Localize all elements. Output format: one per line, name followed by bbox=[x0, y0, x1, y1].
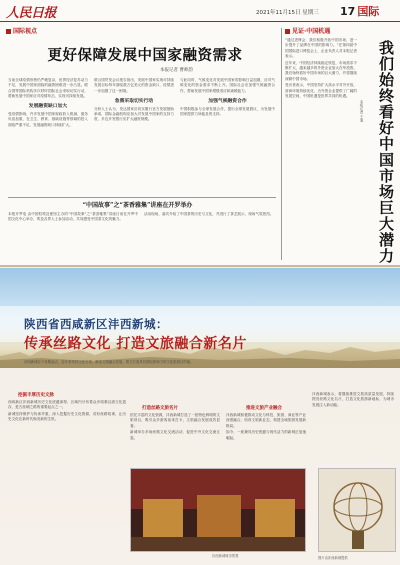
lead-headline: 更好保障发展中国家融资需求 bbox=[47, 47, 243, 64]
newspaper-logo: 人民日报 bbox=[6, 6, 57, 21]
armillary-sphere-graphic bbox=[319, 469, 396, 552]
news-brief-paragraph: 本报开罗电 由中国驻埃及使馆主办的“中国故事”之“茶香雅集”讲座日前在开罗中国文化中心举办，埃及各界人士参加活动，共同感受中国茶文化的魅力。 bbox=[8, 212, 138, 222]
section-marker-right: 见证·中国机遇 bbox=[285, 26, 330, 35]
feature-photo bbox=[130, 468, 306, 552]
page-indicator bbox=[340, 3, 379, 19]
feature-column-2 bbox=[130, 413, 220, 463]
lead-subhead: 发展融资缺口加大 bbox=[28, 104, 68, 110]
theater-photo-graphic bbox=[131, 469, 306, 552]
feature-title-line2: 传承丝路文化 打造文旅融合新名片 bbox=[24, 336, 247, 352]
dateline: 2021年11月15日 星期三 bbox=[256, 10, 319, 16]
lead-column-2 bbox=[94, 78, 174, 198]
right-paragraph: 近年来，中国经济持续稳定恢复，市场需求不断扩大，越来越多的外资企业加大在华投资。我们始终看好中国市场的巨大潜力，并将继续深耕中国市场。 bbox=[285, 60, 357, 81]
feature-paragraph: 新城坚持保护与传承并重，深入挖掘历史文化资源，讲好丝路故事，让历史文化在新时代焕发新的生机。 bbox=[8, 412, 126, 422]
feature-column-4 bbox=[312, 392, 394, 472]
feature-lede: 沣西新城位于丝路起点，近年来坚持文化引领，推动文旅融合发展，着力打造具有国际影响力的文化旅游目的地。 bbox=[24, 360, 194, 364]
right-paragraph: 受访者表示，中国坚持扩大高水平对外开放，营商环境持续优化，为外资企业提供了广阔的发展空间，中国机遇是世界共同的机遇。 bbox=[285, 83, 357, 98]
feature-column-3 bbox=[226, 413, 306, 463]
news-brief-column-1 bbox=[8, 212, 138, 262]
lead-column-3 bbox=[180, 78, 275, 198]
lead-subhead: 加强气候融资合作 bbox=[208, 98, 247, 104]
page-number: 17 bbox=[340, 5, 356, 18]
right-article-body bbox=[285, 38, 357, 260]
feature-subhead: 挖掘丰厚历史文脉 bbox=[18, 393, 54, 398]
column-divider bbox=[281, 28, 282, 260]
lead-paragraph: 受疫情影响，许多发展中国家财政收入锐减、债务负担加重，在卫生、教育、基础设施等领域的投入面临严重不足，发展融资缺口持续扩大。 bbox=[8, 112, 88, 127]
feature-paragraph: 沣西新城积极推动文化与科技、旅游、商业等产业深度融合，培育文旅新业态，构建全域旅游发展新格局。 bbox=[226, 413, 306, 428]
news-brief-paragraph: 活动现场，嘉宾介绍了中国茶的历史与文化，并进行了茶艺展示，现场气氛热烈。 bbox=[144, 212, 274, 216]
feature-photo-armillary bbox=[318, 468, 396, 552]
divider bbox=[8, 197, 276, 198]
right-paragraph: “通过进博会，我们积极开拓中国市场，进一步提升了品牌在中国的影响力。”在第四届中国国际进口博览会上，企业负责人对本报记者表示。 bbox=[285, 38, 357, 58]
news-brief-title: “中国故事”之“茶香雅集”讲座在开罗举办 bbox=[82, 202, 193, 209]
masthead bbox=[0, 0, 400, 22]
feature-title-line1: 陕西省西咸新区沣西新城： bbox=[24, 317, 168, 331]
section-marker-left: 国际视点 bbox=[6, 26, 37, 35]
photo-credit: 图片由沣西新城提供 bbox=[318, 556, 348, 560]
feature-paragraph: 依托丰富的文化资源，沣西新城打造了一批特色鲜明的文旅项目，吸引众多游客前来打卡，文旅融合发展成效显著。 bbox=[130, 413, 220, 428]
feature-paragraph: 沣西新城表示，将继续推进文旅高质量发展，持续擦亮丝路文化名片，打造文化旅游新地标，为城市发展注入新动能。 bbox=[312, 392, 394, 407]
lead-paragraph: 与此同时，气候变化对发展中国家的影响日益加剧，应对气候变化的资金需求不断上升。国际社会应加强气候融资合作，帮助发展中国家增强适应和减缓能力。 bbox=[180, 78, 275, 93]
feature-paragraph: 西咸新区沣西新城历史文化底蕴深厚，区域内分布着众多周秦汉唐文化遗存，是古丝绸之路的重要起点之一。 bbox=[8, 400, 126, 410]
right-author: 本报记者 王迪 bbox=[360, 100, 364, 123]
feature-paragraph: 新城举办多场丝路文化交流活动，促进中外文化交流互鉴。 bbox=[130, 430, 220, 440]
lead-byline: 本报记者 曹师韵 bbox=[160, 68, 193, 73]
feature-paragraph: 如今，一座兼具历史底蕴与现代活力的新城正加速崛起。 bbox=[226, 430, 306, 440]
right-vertical-headline: 我们始终看好中国市场巨大潜力 bbox=[377, 40, 395, 264]
section-name: 国际 bbox=[357, 5, 380, 18]
news-brief-column-2 bbox=[144, 212, 276, 262]
lead-subhead: 急需采取切实行动 bbox=[114, 98, 154, 104]
feature-subhead: 推进文旅产业融合 bbox=[246, 406, 282, 411]
photo-caption: 沣西新城城市景观 bbox=[212, 554, 239, 558]
lead-paragraph: 分析人士认为，发达国家应切实履行官方发展援助承诺，国际金融机构应加大对发展中国家的支持力度，多边开发银行应扩大融资规模。 bbox=[94, 106, 174, 122]
feature-subhead: 打造丝路文旅名片 bbox=[142, 406, 178, 411]
lead-paragraph: 中国积极参与全球发展合作，提出全球发展倡议，为发展中国家提供力所能及的支持。 bbox=[180, 106, 275, 117]
feature-column-1 bbox=[8, 400, 126, 560]
lead-paragraph: 当前全球疫情形势仍严峻复杂，世界经济复苏动力不足，发展中国家面临的融资困难进一步凸显。联合国等国际机构多次呼吁国际社会采取切实行动，帮助发展中国家应对疫情冲击、实现可持续发展。 bbox=[8, 78, 88, 98]
lead-paragraph: 联合国贸发会议报告指出，发展中国家实现可持续发展目标每年面临数万亿美元的资金缺口，疫情进一步加剧了这一困境。 bbox=[94, 78, 174, 93]
lead-column-1 bbox=[8, 78, 88, 198]
